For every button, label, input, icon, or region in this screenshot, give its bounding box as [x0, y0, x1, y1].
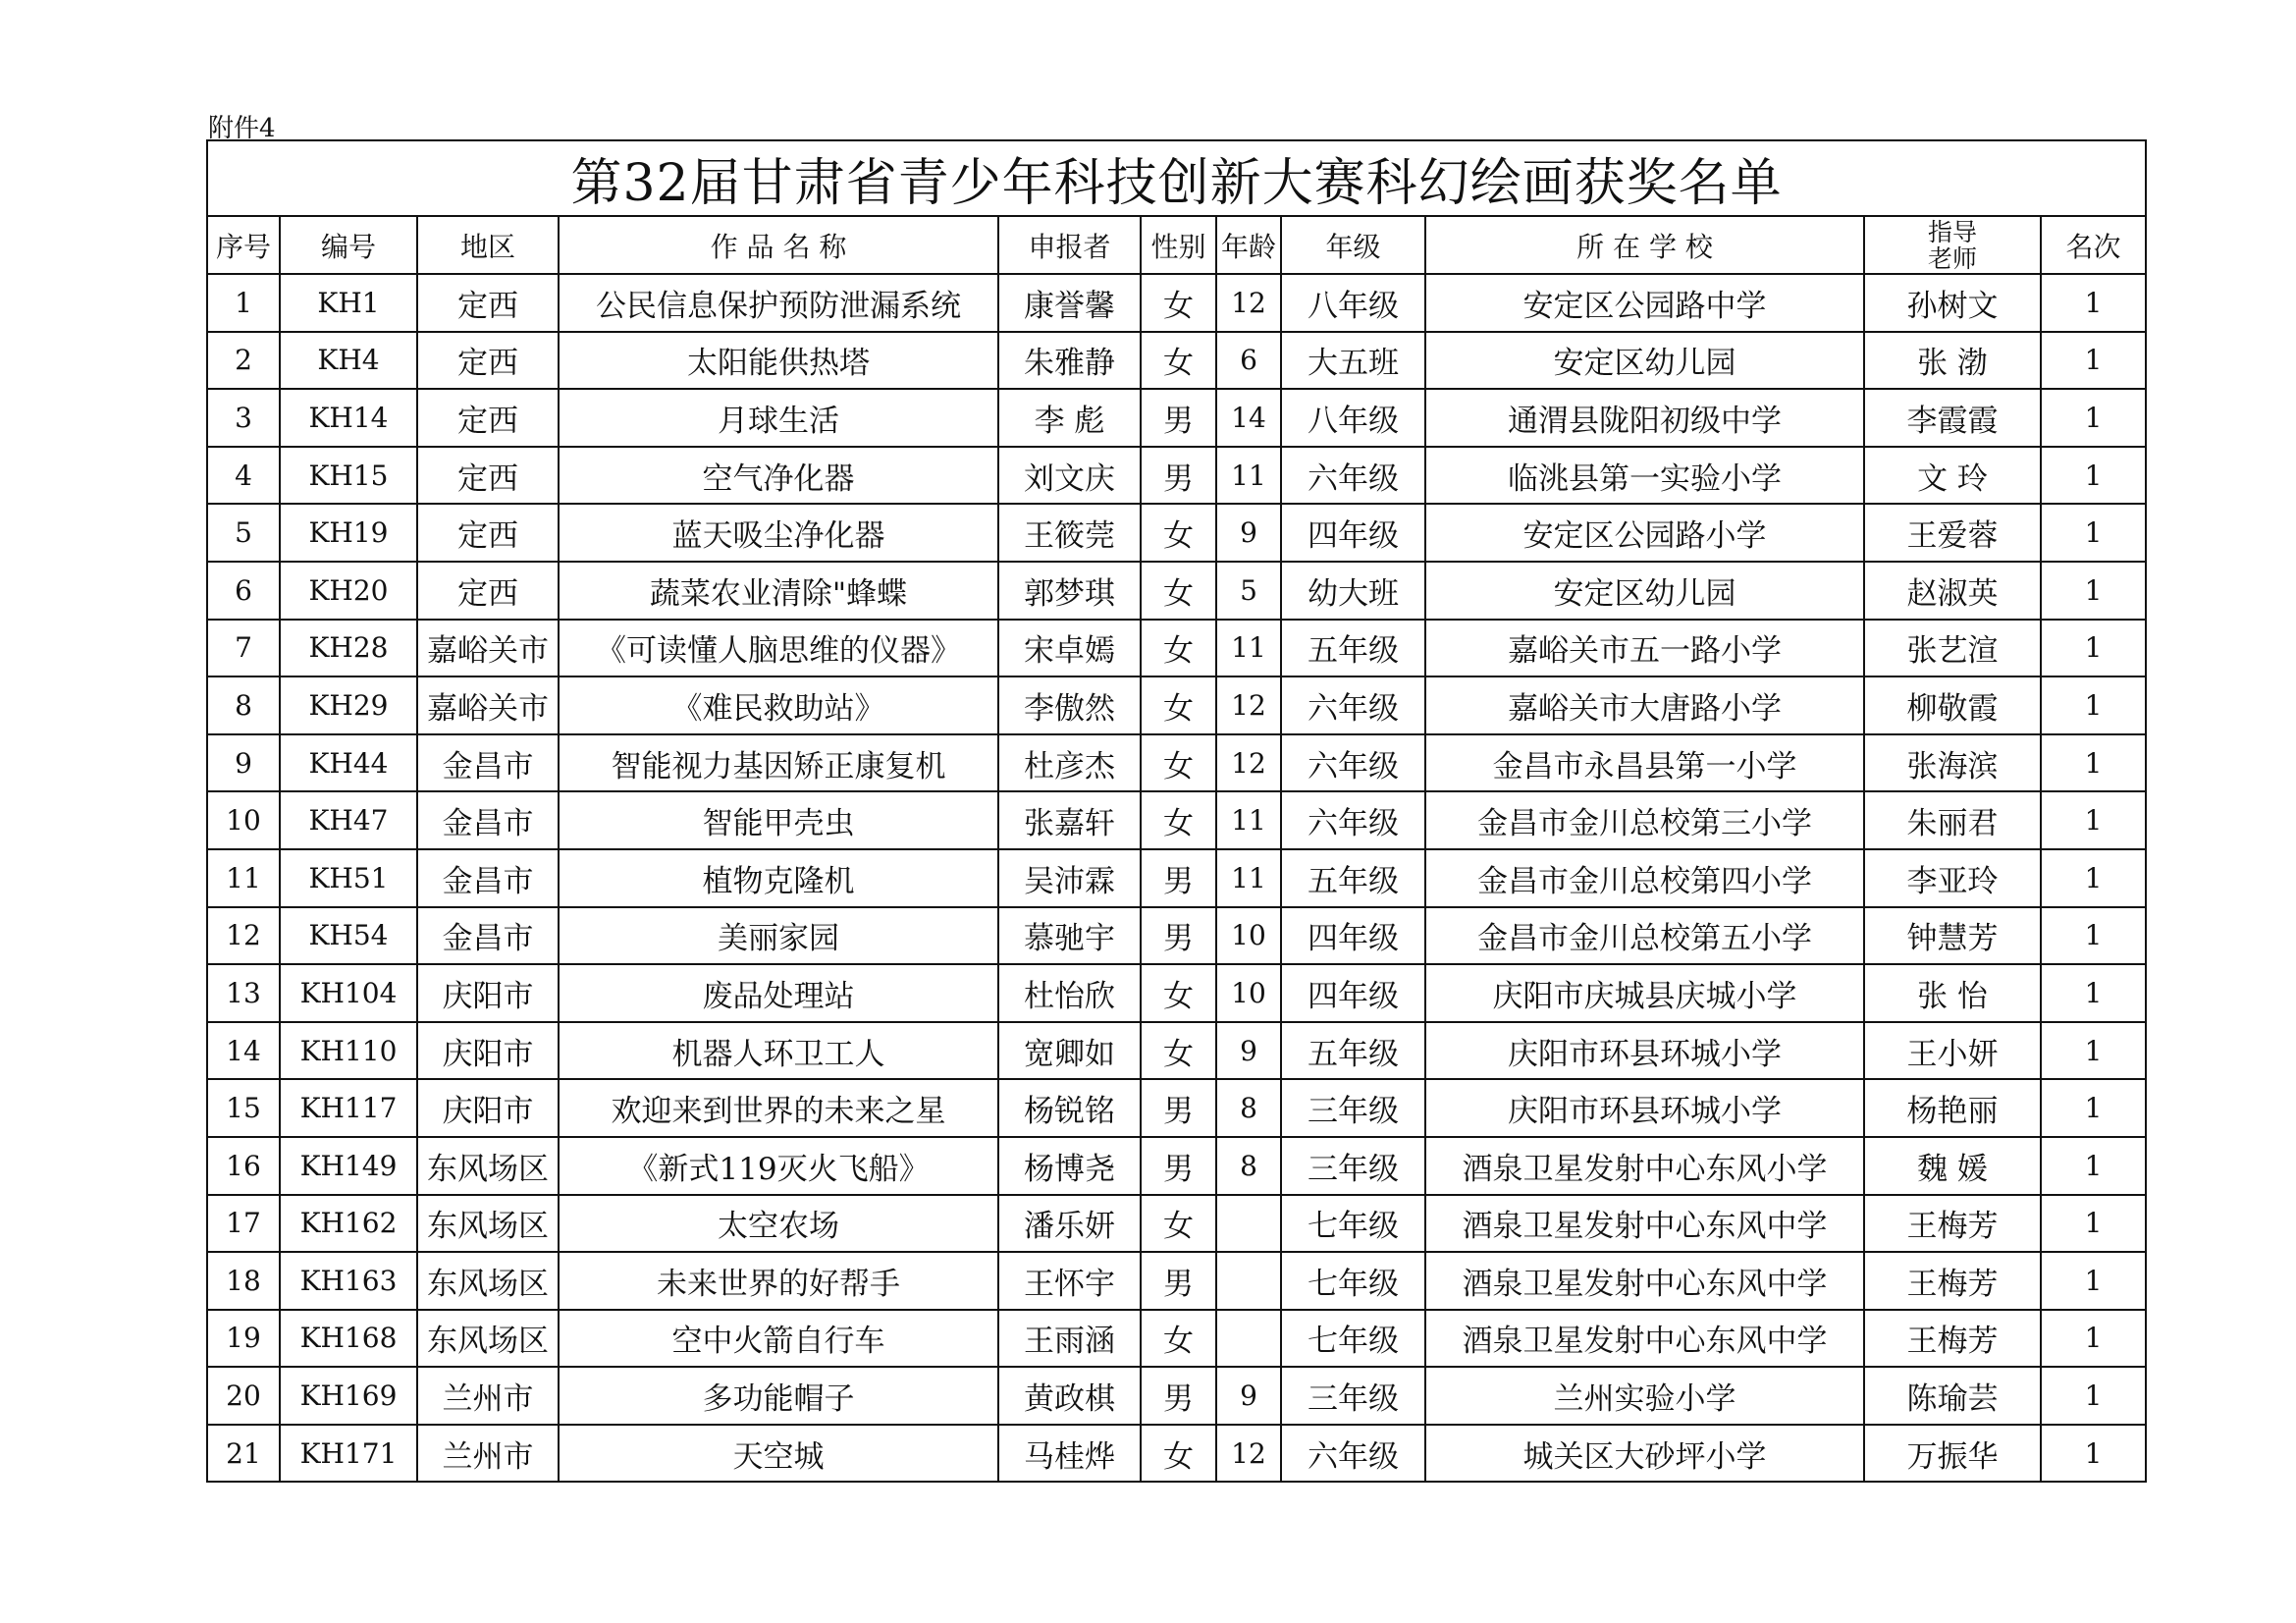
cell-grade: 三年级 [1281, 1079, 1425, 1137]
cell-no: 13 [207, 964, 280, 1022]
cell-school: 金昌市永昌县第一小学 [1425, 734, 1864, 792]
cell-code: KH171 [280, 1425, 417, 1483]
cell-code: KH117 [280, 1079, 417, 1137]
attachment-label: 附件4 [208, 114, 276, 143]
cell-rank: 1 [2041, 734, 2146, 792]
cell-rank: 1 [2041, 1079, 2146, 1137]
cell-grade: 六年级 [1281, 1425, 1425, 1483]
cell-code: KH149 [280, 1137, 417, 1195]
table-row [207, 1252, 2146, 1310]
header-no: 序号 [207, 216, 280, 274]
table-row [207, 504, 2146, 562]
cell-code: KH14 [280, 389, 417, 447]
cell-work: 蓝天吸尘净化器 [559, 504, 998, 562]
cell-rank: 1 [2041, 1022, 2146, 1080]
cell-grade: 幼大班 [1281, 562, 1425, 620]
cell-grade: 六年级 [1281, 791, 1425, 849]
cell-gender: 女 [1141, 1022, 1216, 1080]
cell-gender: 女 [1141, 332, 1216, 390]
cell-applicant: 黄政棋 [998, 1367, 1141, 1425]
cell-age: 9 [1216, 504, 1281, 562]
cell-work: 美丽家园 [559, 907, 998, 965]
cell-rank: 1 [2041, 620, 2146, 677]
cell-rank: 1 [2041, 1367, 2146, 1425]
cell-no: 12 [207, 907, 280, 965]
cell-code: KH47 [280, 791, 417, 849]
cell-teacher: 王梅芳 [1864, 1310, 2041, 1368]
cell-region: 东风场区 [417, 1137, 559, 1195]
header-teacher-line2: 老师 [1927, 243, 1977, 273]
cell-gender: 男 [1141, 849, 1216, 907]
cell-gender: 男 [1141, 1137, 1216, 1195]
cell-age [1216, 1195, 1281, 1253]
cell-grade: 七年级 [1281, 1310, 1425, 1368]
cell-no: 10 [207, 791, 280, 849]
cell-work: 空气净化器 [559, 447, 998, 505]
cell-gender: 男 [1141, 1252, 1216, 1310]
cell-work: 植物克隆机 [559, 849, 998, 907]
table-row [207, 734, 2146, 792]
cell-teacher: 柳敬霞 [1864, 676, 2041, 734]
cell-no: 18 [207, 1252, 280, 1310]
cell-grade: 三年级 [1281, 1367, 1425, 1425]
cell-no: 6 [207, 562, 280, 620]
cell-region: 定西 [417, 274, 559, 332]
cell-school: 酒泉卫星发射中心东风小学 [1425, 1137, 1864, 1195]
cell-rank: 1 [2041, 447, 2146, 505]
cell-teacher: 魏 媛 [1864, 1137, 2041, 1195]
cell-gender: 女 [1141, 791, 1216, 849]
cell-teacher: 陈瑜芸 [1864, 1367, 2041, 1425]
cell-gender: 女 [1141, 734, 1216, 792]
cell-code: KH20 [280, 562, 417, 620]
cell-school: 安定区公园路小学 [1425, 504, 1864, 562]
cell-code: KH110 [280, 1022, 417, 1080]
cell-gender: 女 [1141, 676, 1216, 734]
table-row [207, 332, 2146, 390]
cell-grade: 六年级 [1281, 447, 1425, 505]
cell-region: 兰州市 [417, 1425, 559, 1483]
cell-gender: 女 [1141, 504, 1216, 562]
cell-school: 安定区幼儿园 [1425, 562, 1864, 620]
cell-gender: 女 [1141, 274, 1216, 332]
cell-rank: 1 [2041, 964, 2146, 1022]
award-table [206, 139, 2147, 1483]
cell-age: 12 [1216, 676, 1281, 734]
cell-no: 15 [207, 1079, 280, 1137]
cell-work: 智能视力基因矫正康复机 [559, 734, 998, 792]
cell-grade: 大五班 [1281, 332, 1425, 390]
cell-rank: 1 [2041, 1195, 2146, 1253]
cell-region: 定西 [417, 562, 559, 620]
cell-work: 公民信息保护预防泄漏系统 [559, 274, 998, 332]
cell-region: 嘉峪关市 [417, 676, 559, 734]
cell-code: KH4 [280, 332, 417, 390]
cell-teacher: 朱丽君 [1864, 791, 2041, 849]
table-row [207, 447, 2146, 505]
table-row [207, 1195, 2146, 1253]
cell-work: 天空城 [559, 1425, 998, 1483]
cell-age: 12 [1216, 734, 1281, 792]
table-row [207, 1022, 2146, 1080]
cell-rank: 1 [2041, 562, 2146, 620]
cell-applicant: 杨博尧 [998, 1137, 1141, 1195]
cell-rank: 1 [2041, 389, 2146, 447]
cell-region: 嘉峪关市 [417, 620, 559, 677]
cell-code: KH44 [280, 734, 417, 792]
cell-grade: 五年级 [1281, 849, 1425, 907]
cell-work: 月球生活 [559, 389, 998, 447]
cell-region: 东风场区 [417, 1195, 559, 1253]
cell-rank: 1 [2041, 1310, 2146, 1368]
cell-code: KH169 [280, 1367, 417, 1425]
cell-applicant: 慕驰宇 [998, 907, 1141, 965]
cell-age: 8 [1216, 1079, 1281, 1137]
cell-work: 太空农场 [559, 1195, 998, 1253]
header-grade: 年级 [1281, 216, 1425, 274]
header-row [207, 216, 2146, 274]
table-row [207, 676, 2146, 734]
cell-school: 酒泉卫星发射中心东风中学 [1425, 1310, 1864, 1368]
cell-teacher: 王爱蓉 [1864, 504, 2041, 562]
cell-grade: 七年级 [1281, 1195, 1425, 1253]
cell-no: 5 [207, 504, 280, 562]
cell-applicant: 李傲然 [998, 676, 1141, 734]
cell-teacher: 张 渤 [1864, 332, 2041, 390]
cell-applicant: 杨锐铭 [998, 1079, 1141, 1137]
cell-applicant: 宽卿如 [998, 1022, 1141, 1080]
cell-teacher: 万振华 [1864, 1425, 2041, 1483]
cell-work: 未来世界的好帮手 [559, 1252, 998, 1310]
cell-rank: 1 [2041, 274, 2146, 332]
header-teacher [1864, 216, 2041, 274]
cell-age: 12 [1216, 1425, 1281, 1483]
cell-code: KH163 [280, 1252, 417, 1310]
cell-age: 5 [1216, 562, 1281, 620]
cell-teacher: 张海滨 [1864, 734, 2041, 792]
cell-teacher: 李亚玲 [1864, 849, 2041, 907]
cell-code: KH162 [280, 1195, 417, 1253]
cell-grade: 四年级 [1281, 907, 1425, 965]
cell-school: 庆阳市庆城县庆城小学 [1425, 964, 1864, 1022]
cell-no: 9 [207, 734, 280, 792]
header-teacher-line1: 指导 [1927, 217, 1977, 246]
cell-region: 庆阳市 [417, 964, 559, 1022]
cell-region: 金昌市 [417, 907, 559, 965]
cell-school: 安定区幼儿园 [1425, 332, 1864, 390]
cell-code: KH15 [280, 447, 417, 505]
cell-age: 11 [1216, 620, 1281, 677]
header-applicant: 申报者 [998, 216, 1141, 274]
cell-gender: 男 [1141, 1079, 1216, 1137]
table-row [207, 1425, 2146, 1483]
cell-grade: 四年级 [1281, 504, 1425, 562]
cell-region: 庆阳市 [417, 1079, 559, 1137]
table-row [207, 274, 2146, 332]
cell-region: 定西 [417, 504, 559, 562]
cell-rank: 1 [2041, 676, 2146, 734]
cell-age: 11 [1216, 849, 1281, 907]
cell-school: 庆阳市环县环城小学 [1425, 1022, 1864, 1080]
cell-code: KH29 [280, 676, 417, 734]
table-row [207, 562, 2146, 620]
cell-no: 17 [207, 1195, 280, 1253]
cell-work: 多功能帽子 [559, 1367, 998, 1425]
cell-gender: 男 [1141, 447, 1216, 505]
table-row [207, 791, 2146, 849]
cell-teacher: 赵淑英 [1864, 562, 2041, 620]
cell-work: 太阳能供热塔 [559, 332, 998, 390]
cell-region: 定西 [417, 332, 559, 390]
cell-applicant: 朱雅静 [998, 332, 1141, 390]
cell-gender: 女 [1141, 1425, 1216, 1483]
cell-age: 8 [1216, 1137, 1281, 1195]
cell-age: 9 [1216, 1367, 1281, 1425]
cell-applicant: 吴沛霖 [998, 849, 1141, 907]
cell-applicant: 郭梦琪 [998, 562, 1141, 620]
cell-applicant: 杜彦杰 [998, 734, 1141, 792]
cell-no: 1 [207, 274, 280, 332]
cell-gender: 男 [1141, 907, 1216, 965]
cell-work: 智能甲壳虫 [559, 791, 998, 849]
cell-region: 金昌市 [417, 849, 559, 907]
cell-grade: 八年级 [1281, 274, 1425, 332]
cell-applicant: 王雨涵 [998, 1310, 1141, 1368]
cell-applicant: 张嘉轩 [998, 791, 1141, 849]
cell-school: 庆阳市环县环城小学 [1425, 1079, 1864, 1137]
cell-rank: 1 [2041, 504, 2146, 562]
cell-no: 19 [207, 1310, 280, 1368]
cell-age: 10 [1216, 964, 1281, 1022]
cell-applicant: 王怀宇 [998, 1252, 1141, 1310]
header-rank: 名次 [2041, 216, 2146, 274]
table-title: 第32届甘肃省青少年科技创新大赛科幻绘画获奖名单 [207, 140, 2146, 216]
cell-code: KH168 [280, 1310, 417, 1368]
cell-gender: 男 [1141, 389, 1216, 447]
table-row [207, 620, 2146, 677]
cell-applicant: 宋卓嫣 [998, 620, 1141, 677]
cell-school: 临洮县第一实验小学 [1425, 447, 1864, 505]
header-work: 作 品 名 称 [559, 216, 998, 274]
cell-grade: 三年级 [1281, 1137, 1425, 1195]
cell-region: 东风场区 [417, 1252, 559, 1310]
cell-age [1216, 1310, 1281, 1368]
cell-rank: 1 [2041, 791, 2146, 849]
cell-teacher: 王梅芳 [1864, 1252, 2041, 1310]
cell-teacher: 张 怡 [1864, 964, 2041, 1022]
cell-code: KH1 [280, 274, 417, 332]
table-row [207, 1310, 2146, 1368]
cell-teacher: 王梅芳 [1864, 1195, 2041, 1253]
cell-work: 机器人环卫工人 [559, 1022, 998, 1080]
cell-school: 通渭县陇阳初级中学 [1425, 389, 1864, 447]
cell-no: 14 [207, 1022, 280, 1080]
cell-grade: 五年级 [1281, 620, 1425, 677]
cell-rank: 1 [2041, 849, 2146, 907]
cell-age [1216, 1252, 1281, 1310]
cell-gender: 女 [1141, 1195, 1216, 1253]
cell-school: 嘉峪关市大唐路小学 [1425, 676, 1864, 734]
cell-no: 8 [207, 676, 280, 734]
cell-teacher: 孙树文 [1864, 274, 2041, 332]
cell-applicant: 康誉馨 [998, 274, 1141, 332]
cell-teacher: 杨艳丽 [1864, 1079, 2041, 1137]
cell-grade: 六年级 [1281, 676, 1425, 734]
cell-code: KH104 [280, 964, 417, 1022]
header-age: 年龄 [1216, 216, 1281, 274]
cell-applicant: 潘乐妍 [998, 1195, 1141, 1253]
cell-rank: 1 [2041, 332, 2146, 390]
cell-code: KH54 [280, 907, 417, 965]
cell-rank: 1 [2041, 1425, 2146, 1483]
cell-code: KH51 [280, 849, 417, 907]
cell-age: 10 [1216, 907, 1281, 965]
table-row [207, 1079, 2146, 1137]
cell-teacher: 张艺渲 [1864, 620, 2041, 677]
table-row [207, 389, 2146, 447]
cell-teacher: 文 玲 [1864, 447, 2041, 505]
cell-work: 《难民救助站》 [559, 676, 998, 734]
cell-no: 4 [207, 447, 280, 505]
cell-gender: 男 [1141, 1367, 1216, 1425]
cell-school: 金昌市金川总校第三小学 [1425, 791, 1864, 849]
cell-code: KH19 [280, 504, 417, 562]
cell-work: 蔬菜农业清除"蜂蝶 [559, 562, 998, 620]
table-row [207, 907, 2146, 965]
cell-applicant: 王筱莞 [998, 504, 1141, 562]
cell-rank: 1 [2041, 907, 2146, 965]
cell-work: 《可读懂人脑思维的仪器》 [559, 620, 998, 677]
cell-region: 东风场区 [417, 1310, 559, 1368]
cell-teacher: 钟慧芳 [1864, 907, 2041, 965]
cell-school: 安定区公园路中学 [1425, 274, 1864, 332]
cell-age: 6 [1216, 332, 1281, 390]
cell-school: 酒泉卫星发射中心东风中学 [1425, 1195, 1864, 1253]
cell-gender: 女 [1141, 620, 1216, 677]
cell-region: 定西 [417, 389, 559, 447]
cell-region: 定西 [417, 447, 559, 505]
cell-grade: 五年级 [1281, 1022, 1425, 1080]
cell-no: 2 [207, 332, 280, 390]
cell-grade: 六年级 [1281, 734, 1425, 792]
cell-age: 12 [1216, 274, 1281, 332]
cell-grade: 八年级 [1281, 389, 1425, 447]
cell-school: 金昌市金川总校第五小学 [1425, 907, 1864, 965]
cell-school: 城关区大砂坪小学 [1425, 1425, 1864, 1483]
header-region: 地区 [417, 216, 559, 274]
cell-applicant: 李 彪 [998, 389, 1141, 447]
cell-code: KH28 [280, 620, 417, 677]
cell-no: 3 [207, 389, 280, 447]
table-row [207, 849, 2146, 907]
header-code: 编号 [280, 216, 417, 274]
cell-teacher: 王小妍 [1864, 1022, 2041, 1080]
cell-rank: 1 [2041, 1252, 2146, 1310]
cell-no: 7 [207, 620, 280, 677]
cell-gender: 女 [1141, 964, 1216, 1022]
cell-school: 金昌市金川总校第四小学 [1425, 849, 1864, 907]
table-row [207, 964, 2146, 1022]
cell-applicant: 刘文庆 [998, 447, 1141, 505]
cell-teacher: 李霞霞 [1864, 389, 2041, 447]
cell-work: 废品处理站 [559, 964, 998, 1022]
cell-grade: 四年级 [1281, 964, 1425, 1022]
cell-region: 兰州市 [417, 1367, 559, 1425]
cell-work: 欢迎来到世界的未来之星 [559, 1079, 998, 1137]
table-row [207, 1367, 2146, 1425]
cell-rank: 1 [2041, 1137, 2146, 1195]
cell-no: 21 [207, 1425, 280, 1483]
cell-age: 11 [1216, 791, 1281, 849]
cell-gender: 女 [1141, 562, 1216, 620]
cell-school: 酒泉卫星发射中心东风中学 [1425, 1252, 1864, 1310]
cell-region: 金昌市 [417, 734, 559, 792]
cell-school: 兰州实验小学 [1425, 1367, 1864, 1425]
cell-no: 11 [207, 849, 280, 907]
table-row [207, 1137, 2146, 1195]
cell-region: 金昌市 [417, 791, 559, 849]
cell-gender: 女 [1141, 1310, 1216, 1368]
header-school: 所 在 学 校 [1425, 216, 1864, 274]
cell-age: 11 [1216, 447, 1281, 505]
cell-no: 16 [207, 1137, 280, 1195]
cell-age: 14 [1216, 389, 1281, 447]
cell-work: 空中火箭自行车 [559, 1310, 998, 1368]
cell-school: 嘉峪关市五一路小学 [1425, 620, 1864, 677]
cell-work: 《新式119灭火飞船》 [559, 1137, 998, 1195]
header-gender: 性别 [1141, 216, 1216, 274]
cell-grade: 七年级 [1281, 1252, 1425, 1310]
cell-region: 庆阳市 [417, 1022, 559, 1080]
cell-applicant: 杜怡欣 [998, 964, 1141, 1022]
cell-no: 20 [207, 1367, 280, 1425]
cell-applicant: 马桂烨 [998, 1425, 1141, 1483]
cell-age: 9 [1216, 1022, 1281, 1080]
